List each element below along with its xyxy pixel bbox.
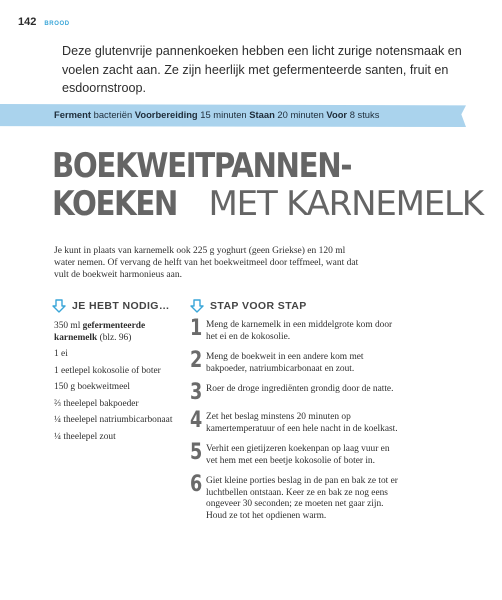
list-item: ¼ theelepel natriumbicarbonaat [54,415,173,425]
yield-value: 8 stuks [349,109,380,120]
step-number: 1 [190,316,203,341]
step-number: 6 [190,472,203,497]
rest-label: Staan [249,109,275,120]
list-item: ⅔ theelepel bakpoeder [54,398,139,409]
title-line-2-bold: KOEKEN [52,184,178,224]
step-number: 2 [190,348,203,373]
steps-list [190,316,400,530]
step-text: Meng de boekweit in een andere kom met bakpoeder, natriumbicarbonaat en zout. [206,352,364,374]
rest-value: 20 minuten [277,109,324,120]
step-text: Giet kleine porties beslag in de pan en bak ze tot er luchtbellen ontstaan. Keer ze en bak ze nog eens ongeveer 30 seconden; ze moeten net gaar zijn. Houd ze tot het opdienen warm. [206,476,398,521]
step-item [190,472,400,522]
list-item: 150 g boekweitmeel [54,382,131,392]
ingredient-reference: (blz. 96) [99,332,132,343]
down-arrow-icon [52,299,66,313]
ingredients-heading-label: JE HEBT NODIG… [72,300,170,312]
ingredients-heading [52,299,170,313]
yield-label: Voor [326,109,348,120]
title-line-1: BOEKWEITPANNEN- [52,146,352,186]
ingredient-amount: 350 ml [54,321,81,331]
step-number: 4 [190,408,203,433]
intro-text: Deze glutenvrije pannenkoeken hebben een licht zurige notensmaak en voelen zacht aan. Ze zijn heerlijk met gefermenteerde santen, fruit en esdoornstroop. [62,44,462,95]
page-header [18,16,70,28]
step-item [190,348,400,375]
step-item [190,440,400,467]
page-number: 142 [18,16,37,28]
step-text: Roer de droge ingrediënten grondig door de natte. [206,384,394,394]
ferment-value: bacteriën [93,109,133,120]
title-line-2-light: MET KARNEMELK [208,184,483,224]
list-item: 1 eetlepel kokosolie of boter [54,365,161,376]
step-item [190,380,400,405]
step-text: Meng de karnemelk in een middelgrote kom door het ei en de kokosolie. [206,320,393,342]
steps-heading-label: STAP VOOR STAP [210,300,307,312]
ingredients-list [54,321,184,448]
list-item: ¼ theelepel zout [54,431,116,442]
section-label: BROOD [44,21,70,27]
ferment-label: Ferment [54,109,91,120]
prep-label: Voorbereiding [134,109,198,120]
step-number: 5 [190,440,203,465]
ingredient-name: gefermenteerde karnemelk [54,321,146,343]
step-item [190,316,400,343]
prep-value: 15 minuten [200,109,247,120]
list-item [54,321,184,344]
recipe-title [52,147,492,223]
step-item [190,408,400,435]
step-text: Zet het beslag minstens 20 minuten op kamertemperatuur of een hele nacht in de koelkast. [206,412,398,434]
steps-heading [190,299,307,313]
list-item: 1 ei [54,349,68,359]
down-arrow-icon [190,299,204,313]
lead-text: Je kunt in plaats van karnemelk ook 225 g yoghurt (geen Griekse) en 120 ml water nemen. Of vervang de helft van het boekweitmeel door teffmeel, want dat vult de boekweit harmonieus aan. [54,246,359,280]
recipe-meta [54,109,379,120]
step-number: 3 [190,380,203,405]
step-text: Verhit een gietijzeren koekenpan op laag vuur en vet hem met een beetje kokosolie of boter in. [206,444,390,466]
